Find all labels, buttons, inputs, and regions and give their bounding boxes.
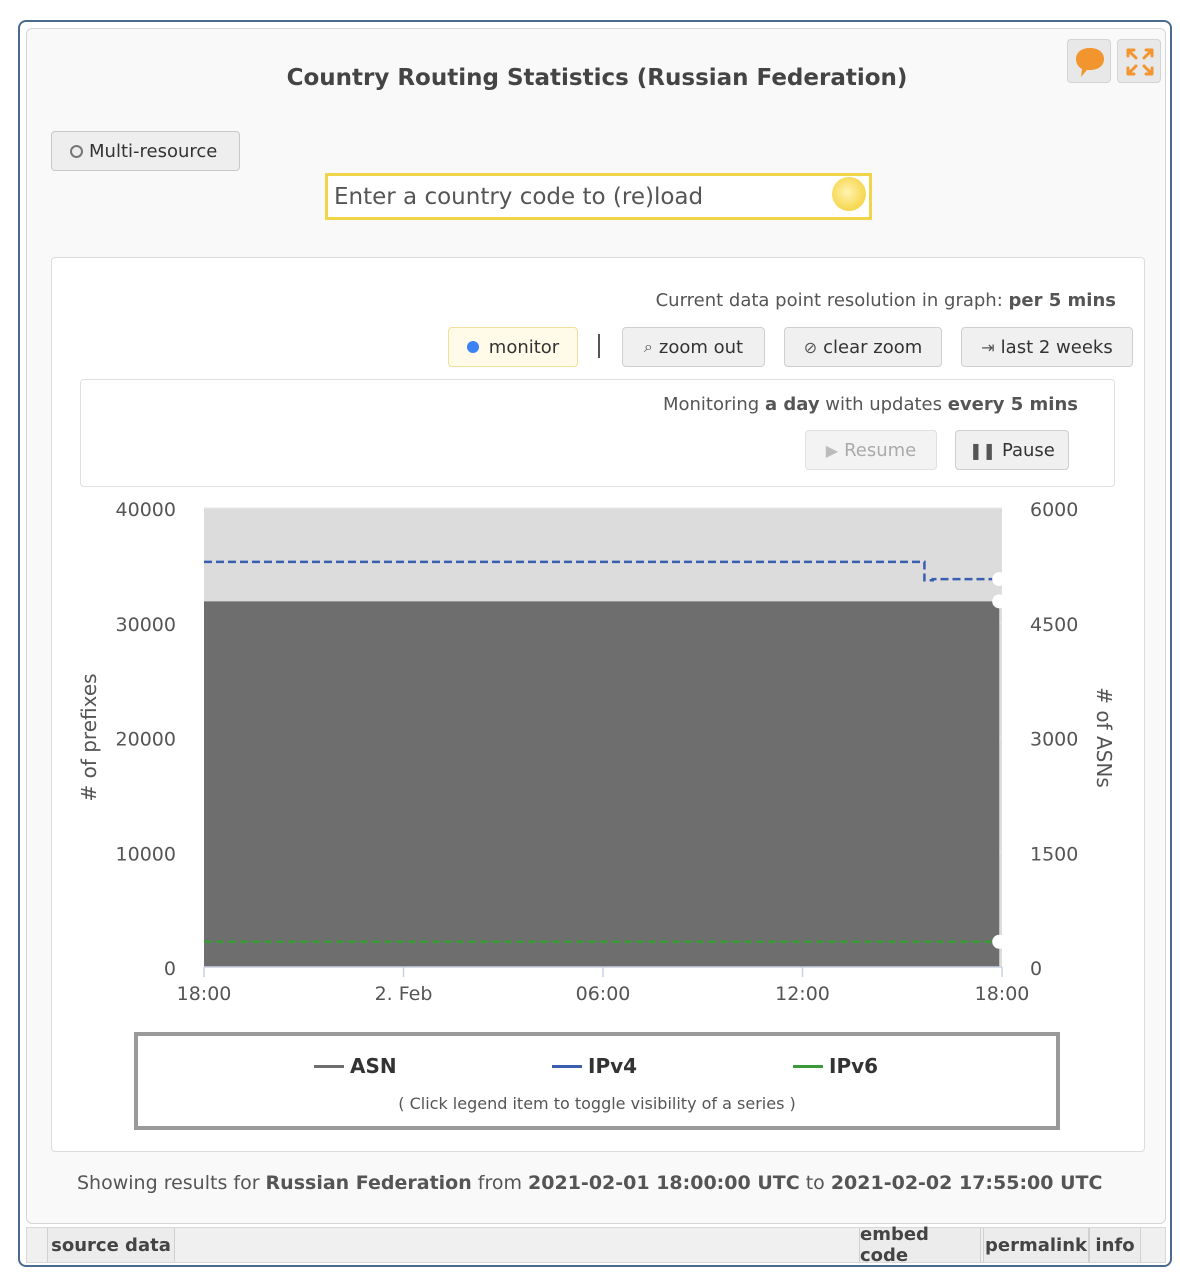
zoom-out-icon: ⌕ [643, 337, 653, 356]
legend-item-asn[interactable] [314, 1054, 397, 1078]
showing-to-word: to [799, 1172, 831, 1194]
y-left-tick-label: 30000 [115, 613, 176, 636]
multi-resource-label: Multi-resource [89, 140, 218, 162]
graph-panel [51, 257, 1145, 1152]
y-right-tick-label: 6000 [1030, 499, 1079, 521]
widget-footer [26, 1224, 1166, 1266]
x-tick-label: 18:00 [974, 983, 1030, 1005]
pause-icon: ❚❚ [969, 440, 996, 460]
routing-chart[interactable] [52, 258, 1146, 1028]
showing-from-word: from [471, 1172, 529, 1194]
asn-end-marker [992, 594, 1006, 608]
x-tick-label: 12:00 [775, 983, 830, 1005]
y-left-tick-label: 40000 [115, 499, 176, 521]
legend-swatch-ipv6 [793, 1065, 823, 1068]
monitoring-prefix: Monitoring [662, 394, 765, 415]
radio-icon [70, 145, 83, 158]
monitoring-middle: with updates [819, 394, 948, 415]
multi-resource-toggle[interactable] [51, 131, 240, 171]
source-data-tab[interactable]: source data [47, 1228, 175, 1262]
loader-sun-icon [832, 177, 866, 211]
resolution-value: per 5 mins [1008, 290, 1116, 311]
legend-swatch-asn [314, 1065, 344, 1068]
x-tick-label: 06:00 [575, 983, 631, 1005]
y-right-tick-label: 1500 [1030, 843, 1079, 866]
y-left-axis-title: # of prefixes [77, 673, 101, 802]
ipv6-end-marker [992, 935, 1006, 949]
showing-from-date: 2021-02-01 18:00:00 UTC [528, 1172, 800, 1194]
country-code-input[interactable] [325, 173, 872, 220]
legend-label-ipv4: IPv4 [588, 1054, 638, 1078]
monitoring-interval: every 5 mins [947, 394, 1078, 415]
legend-item-ipv6[interactable] [793, 1054, 878, 1078]
clear-icon: ⊘ [803, 337, 818, 357]
legend-item-ipv4[interactable] [552, 1054, 637, 1078]
resume-label: Resume [844, 439, 917, 461]
expand-arrows-icon [1118, 40, 1162, 84]
legend-label-asn: ASN [350, 1054, 397, 1078]
legend-hint: ( Click legend item to toggle visibility of a series ) [398, 1094, 796, 1113]
expand-button[interactable] [1117, 39, 1161, 83]
asn-area [204, 601, 999, 967]
y-right-tick-label: 4500 [1030, 613, 1079, 636]
chart-legend [134, 1032, 1060, 1130]
pause-label: Pause [1001, 439, 1055, 461]
zoom-out-label: zoom out [658, 336, 744, 358]
speech-bubble-icon [1068, 40, 1112, 84]
y-left-tick-label: 0 [163, 958, 176, 980]
x-tick-label: 2. Feb [374, 983, 433, 1005]
arrow-to-bar-icon: ⇥ [981, 337, 995, 357]
widget-body [26, 28, 1166, 1224]
feedback-button[interactable] [1067, 39, 1111, 83]
legend-swatch-ipv4 [552, 1065, 582, 1068]
x-tick-label: 18:00 [176, 983, 232, 1005]
y-left-tick-label: 20000 [115, 728, 176, 751]
y-left-tick-label: 10000 [115, 843, 176, 866]
monitor-label: monitor [488, 336, 560, 358]
permalink-tab[interactable]: permalink [983, 1228, 1089, 1262]
y-right-tick-label: 3000 [1030, 728, 1079, 751]
legend-label-ipv6: IPv6 [829, 1054, 879, 1078]
ipv4-end-marker [992, 572, 1006, 586]
clear-zoom-label: clear zoom [823, 336, 923, 358]
results-summary [77, 1172, 1102, 1194]
showing-country: Russian Federation [265, 1172, 472, 1194]
play-icon: ▶ [825, 440, 839, 460]
y-right-axis-title: # of ASNs [1092, 687, 1116, 788]
y-right-tick-label: 0 [1030, 958, 1043, 980]
embed-code-tab[interactable]: embed code [859, 1228, 981, 1262]
resolution-prefix: Current data point resolution in graph: [655, 290, 1009, 311]
showing-prefix: Showing results for [77, 1172, 266, 1194]
monitoring-span: a day [764, 394, 820, 415]
routing-stats-widget [18, 20, 1172, 1267]
showing-to-date: 2021-02-02 17:55:00 UTC [830, 1172, 1103, 1194]
widget-title: Country Routing Statistics (Russian Federation) [286, 65, 908, 91]
last-2-weeks-label: last 2 weeks [1000, 336, 1113, 358]
info-tab[interactable]: info [1089, 1228, 1141, 1262]
